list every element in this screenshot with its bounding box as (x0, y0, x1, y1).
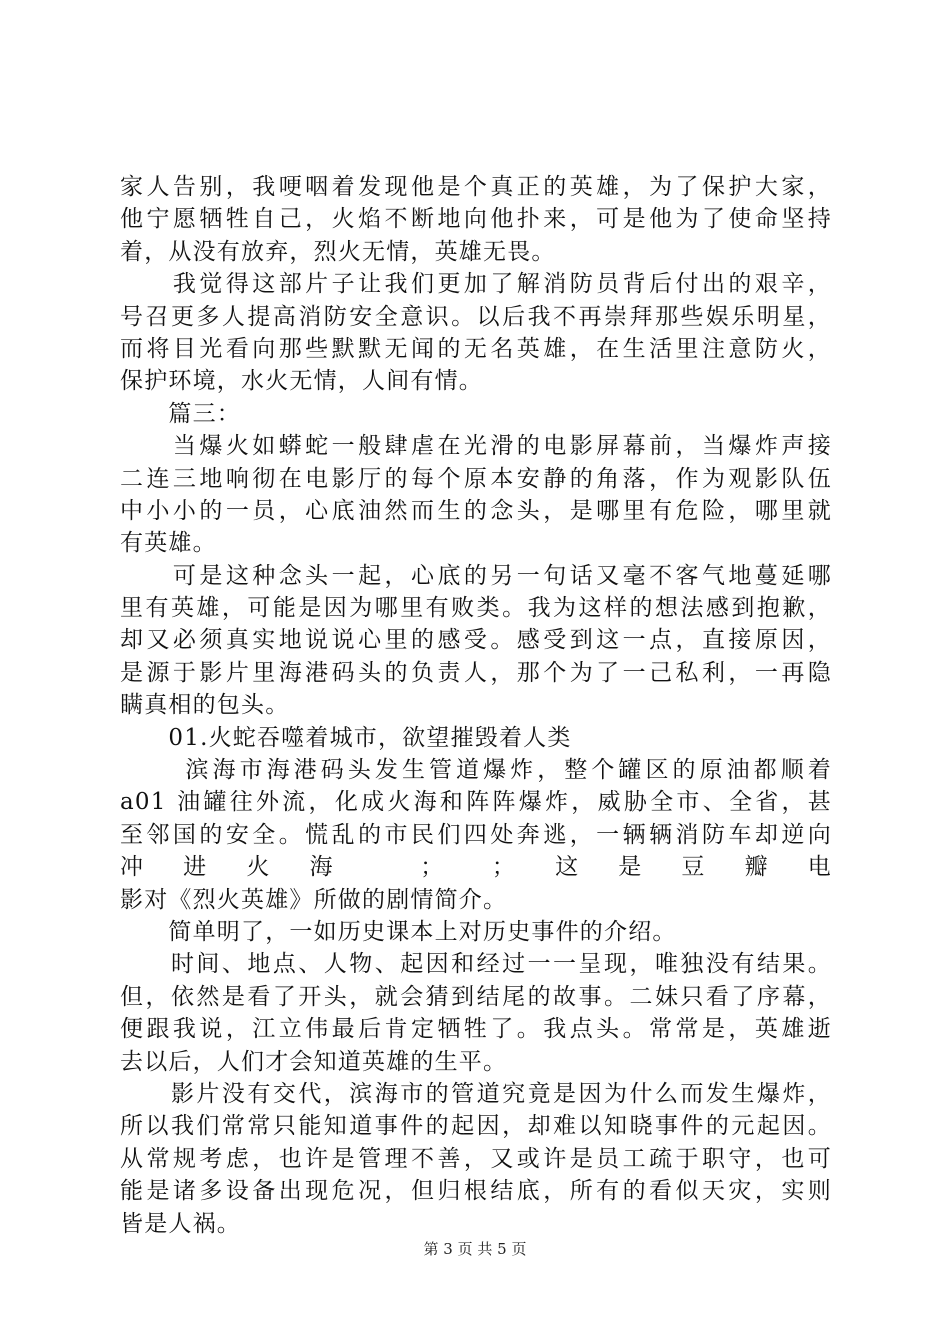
text-line: 篇三： (120, 400, 241, 427)
text-line: 能是诸多设备出现危况，但归根结底，所有的看似天灾，实则 (120, 1178, 832, 1205)
text-line: 当爆火如蟒蛇一般肆虐在光滑的电影屏幕前，当爆炸声接 (120, 433, 832, 460)
text-line: 号召更多人提高消防安全意识。以后我不再崇拜那些娱乐明星， (120, 303, 832, 330)
text-line: 滨海市海港码头发生管道爆炸，整个罐区的原油都顺着 (120, 757, 832, 784)
text-line: 有英雄。 (120, 530, 217, 557)
text-line: 保护环境，水火无情，人间有情。 (120, 368, 483, 395)
text-line: 至邻国的安全。慌乱的市民们四处奔逃，一辆辆消防车却逆向 (120, 821, 832, 848)
text-line: 着，从没有放弃，烈火无情，英雄无畏。 (120, 238, 556, 265)
text-line: 二连三地响彻在电影厅的每个原本安静的角落，作为观影队伍 (120, 465, 832, 492)
text-line: 是源于影片里海港码头的负责人，那个为了一己私利，一再隐 (120, 659, 832, 686)
text-line: 时间、地点、人物、起因和经过一一呈现，唯独没有结果。 (120, 951, 832, 978)
text-line: 他宁愿牺牲自己，火焰不断地向他扑来，可是他为了使命坚持 (120, 206, 832, 233)
text-line: 影片没有交代，滨海市的管道究竟是因为什么而发生爆炸， (120, 1080, 832, 1107)
body-text (120, 171, 832, 1240)
text-line: a01 油罐往外流，化成火海和阵阵爆炸，威胁全市、全省，甚 (120, 789, 832, 816)
text-line: 影对《烈火英雄》所做的剧情简介。 (120, 886, 508, 913)
text-line: 便跟我说，江立伟最后肯定牺牲了。我点头。常常是，英雄逝 (120, 1016, 832, 1043)
text-line: 却又必须真实地说说心里的感受。感受到这一点，直接原因， (120, 627, 832, 654)
text-line: 皆是人祸。 (120, 1210, 241, 1237)
text-line: 从常规考虑，也许是管理不善，又或许是员工疏于职守，也可 (120, 1145, 832, 1172)
text-line: 里有英雄，可能是因为哪里有败类。我为这样的想法感到抱歉， (120, 595, 832, 622)
text-line: 01.火蛇吞噬着城市，欲望摧毁着人类 (120, 724, 572, 751)
text-line: 可是这种念头一起，心底的另一句话又毫不客气地蔓延哪 (120, 562, 832, 589)
text-line: 我觉得这部片子让我们更加了解消防员背后付出的艰辛， (120, 271, 832, 298)
text-line: 瞒真相的包头。 (120, 692, 290, 719)
page-footer: 第 3 页 共 5 页 (423, 1240, 527, 1258)
text-line: 简单明了，一如历史课本上对历史事件的介绍。 (120, 918, 677, 945)
text-line: 但，依然是看了开头，就会猜到结尾的故事。二妹只看了序幕， (120, 983, 832, 1010)
text-line: 中小小的一员，心底油然而生的念头，是哪里有危险，哪里就 (120, 497, 832, 524)
text-line: 去以后，人们才会知道英雄的生平。 (120, 1048, 508, 1075)
text-line: 家人告别，我哽咽着发现他是个真正的英雄，为了保护大家， (120, 174, 832, 200)
text-line: 冲进火海 ； ；这是豆瓣电 (120, 854, 832, 881)
text-line: 所以我们常常只能知道事件的起因，却难以知晓事件的元起因。 (120, 1113, 832, 1140)
text-line: 而将目光看向那些默默无闻的无名英雄，在生活里注意防火， (120, 335, 832, 362)
